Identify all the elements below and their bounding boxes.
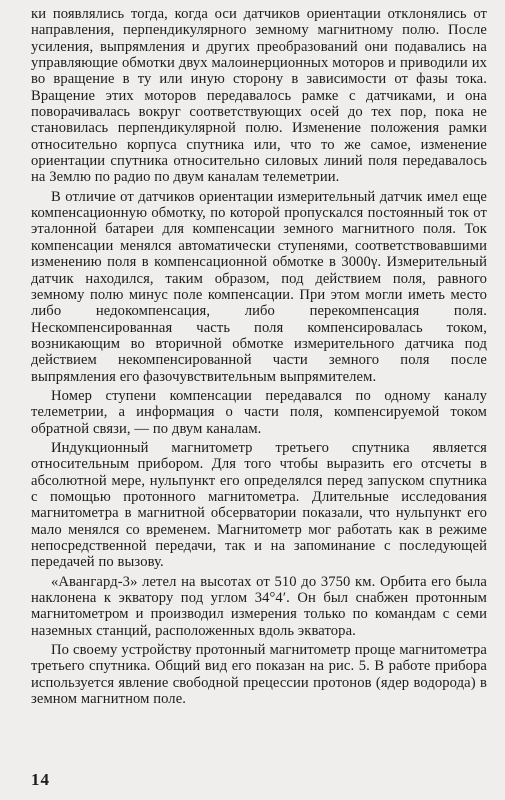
paragraph-3: Номер ступени компенсации передавался по одному каналу телеметрии, а информация о части поля, компенсируемой током обратной связи, — по двум каналам. [31,387,487,437]
paragraph-1: ки появлялись тогда, когда оси датчиков ориентации отклонялись от направления, перпендикулярного земному магнитному полю. После усиления, выпрямления и других преобразований они подавались на управляющие обмотки двух малоинерционных моторов и приводили их во вращение в ту или иную сторону в зависимости от фазы тока. Вращение этих моторов передавалось рамке с датчиками, и она поворачивалась вокруг соответствующих осей до тех пор, пока не становилась перпендикулярной полю. Изменение положения рамки относительно корпуса спутника или, что то же самое, изменение ориентации спутника относительно силовых линий поля передавалось на Землю по радио по двум каналам телеметрии. [31,6,487,186]
paragraph-4: Индукционный магнитометр третьего спутника является относительным прибором. Для того чтобы выразить его отсчеты в абсолютной мере, нульпункт его определялся перед запуском спутника с помощью протонного магнитометра. Длительные исследования магнитометра в магнитной обсерватории показали, что нульпункт его мало менялся со временем. Магнитометр мог работать как в режиме непосредственной передачи, так и на запоминание с последующей передачей по вызову. [31,439,487,571]
paragraph-5: «Авангард-3» летел на высотах от 510 до 3750 км. Орбита его была наклонена к экватору под углом 34°4′. Он был снабжен протонным магнитометром и производил измерения только по командам с семи наземных станций, расположенных вдоль экватора. [31,573,487,639]
page-number: 14 [31,770,50,789]
paragraph-6: По своему устройству протонный магнитометр проще магнитометра третьего спутника. Общий вид его показан на рис. 5. В работе прибора используется явление свободной прецессии протонов (ядер водорода) в земном магнитном поле. [31,642,487,708]
paragraph-2: В отличие от датчиков ориентации измерительный датчик имел еще компенсационную обмотку, по которой пропускался постоянный ток от эталонной батареи для компенсации земного магнитного поля. Ток компенсации менялся автоматически ступенями, соответствовавшими изменению поля в компенсационной обмотке в 3000γ. Измерительный датчик находился, таким образом, под действием поля, равного земному полю минус поле компенсации. При этом могли иметь место либо недокомпенсация, либо перекомпенсация поля. Нескомпенсированная часть поля компенсировалась током, возникающим во вторичной обмотке измерительного датчика под действием некомпенсированной части земного поля после выпрямления его фазочувствительным выпрямителем. [31,188,487,385]
